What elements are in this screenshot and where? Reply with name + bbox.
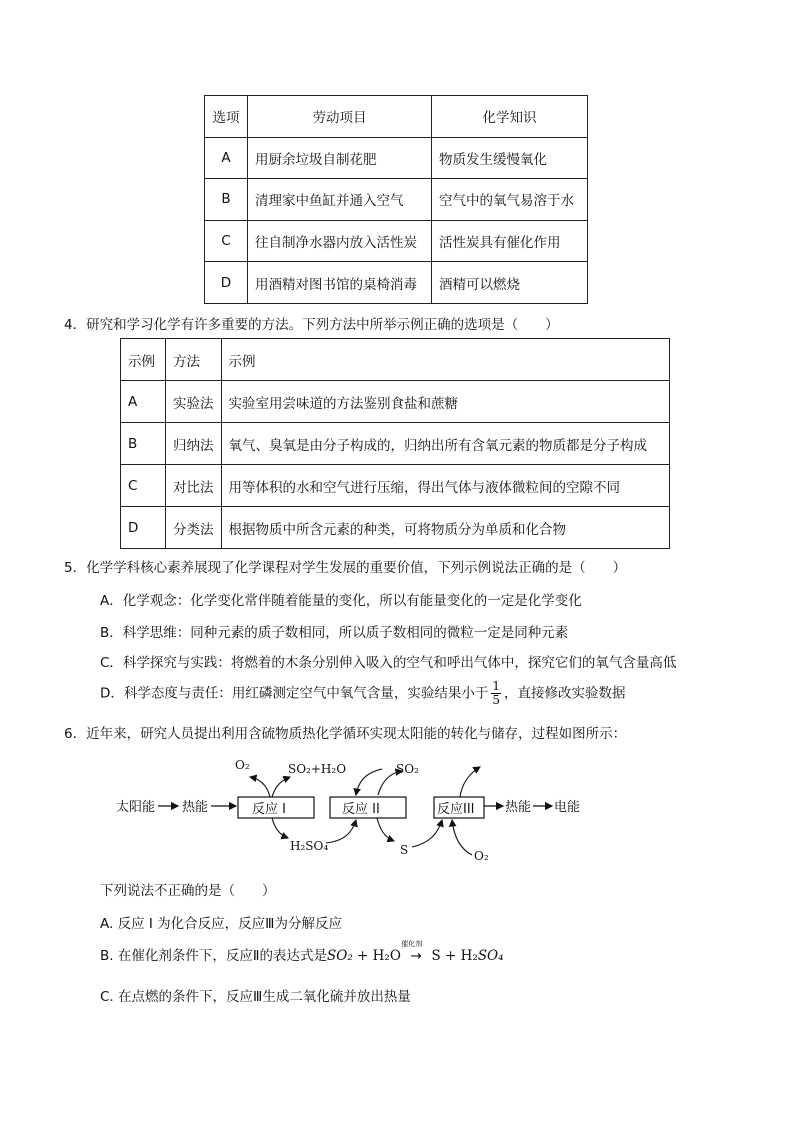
table-row [205, 137, 588, 179]
labor-chemistry-table [204, 95, 588, 304]
sulfur-label: S [400, 843, 409, 857]
table-cell: 对比法 [166, 465, 222, 507]
option-b-text: B. 在催化剂条件下，反应Ⅱ的表达式是 [100, 948, 327, 964]
o2-bottom-label: O₂ [474, 849, 489, 863]
catalyst-condition: 催化剂 [401, 940, 423, 948]
table-cell: 分类法 [166, 507, 222, 549]
table-row [205, 220, 588, 262]
question-4-stem: 4．研究和学习化学有许多重要的方法。下列方法中所举示例正确的选项是（ ） [64, 317, 559, 333]
table-cell: C [121, 465, 166, 507]
table-row [121, 381, 670, 423]
question-5-option-b: B．科学思维：同种元素的质子数相同，所以质子数相同的微粒一定是同种元素 [100, 625, 569, 641]
question-5-option-a: A．化学观念：化学变化常伴随着能量的变化，所以有能量变化的一定是化学变化 [100, 593, 582, 609]
table-header-row [205, 96, 588, 138]
table-cell: 空气中的氧气易溶于水 [432, 179, 588, 221]
table-cell: 氧气、臭氧是由分子构成的，归纳出所有含氧元素的物质都是分子构成 [221, 423, 669, 465]
table-header-cell: 劳动项目 [248, 96, 432, 138]
h2so4-label: H₂SO₄ [290, 839, 329, 853]
table-cell: 往自制净水器内放入活性炭 [248, 220, 432, 262]
o2-input-arrow [452, 820, 472, 855]
equation-so4: SO₄ [477, 948, 504, 964]
table-header-row [121, 339, 670, 381]
table-cell: B [121, 423, 166, 465]
solar-energy-label: 太阳能 [116, 800, 156, 815]
fraction-numerator: 1 [492, 679, 501, 693]
table-cell: D [121, 507, 166, 549]
so2-h2o-label: SO₂+H₂O [288, 762, 347, 776]
option-d-text-end: ，直接修改实验数据 [504, 685, 626, 702]
table-cell: 实验法 [166, 381, 222, 423]
heat-energy-label-2: 热能 [505, 800, 532, 815]
h2so4-arrow [272, 818, 288, 838]
so2-h2o-arrow [272, 777, 290, 797]
equation-products: S + H₂ [427, 948, 478, 964]
table-row [121, 507, 670, 549]
reaction-1-label: 反应 I [252, 802, 286, 817]
table-cell: 实验室用尝味道的方法鉴别食盐和蔗糖 [221, 381, 669, 423]
table-cell: 物质发生缓慢氧化 [432, 137, 588, 179]
table-cell: 酒精可以燃烧 [432, 262, 588, 304]
equation-so2: SO₂ [327, 948, 353, 964]
so2-from-r3-arrow [460, 767, 480, 797]
question-6-option-b [100, 940, 504, 964]
question-5-stem: 5．化学学科核心素养展现了化学课程对学生发展的重要价值，下列示例说法正确的是（ ） [64, 560, 627, 576]
table-row [205, 262, 588, 304]
table-cell: 用酒精对图书馆的桌椅消毒 [248, 262, 432, 304]
question-5-option-d [100, 680, 626, 707]
table-cell: 根据物质中所含元素的种类，可将物质分为单质和化合物 [221, 507, 669, 549]
reaction-2-label: 反应 II [342, 802, 380, 817]
question-6-option-c: C. 在点燃的条件下，反应Ⅲ生成二氧化硫并放出热量 [100, 989, 411, 1005]
table-header-cell: 示例 [121, 339, 166, 381]
so2-h2o-input-arrow [356, 769, 382, 795]
question-6-sub: 下列说法不正确的是（ ） [100, 883, 276, 899]
table-cell: 用等体积的水和空气进行压缩，得出气体与液体微粒间的空隙不同 [221, 465, 669, 507]
question-5-option-c: C．科学探究与实践：将燃着的木条分别伸入吸入的空气和呼出气体中，探究它们的氧气含量高低 [100, 655, 677, 671]
option-d-text: D．科学态度与责任：用红磷测定空气中氧气含量，实验结果小于 [100, 685, 489, 702]
table-header-cell: 示例 [221, 339, 669, 381]
table-cell: A [205, 137, 248, 179]
table-cell: 清理家中鱼缸并通入空气 [248, 179, 432, 221]
o2-top-label: O₂ [235, 758, 250, 772]
methods-table [120, 338, 670, 549]
h2so4-input-arrow [326, 820, 356, 843]
question-6-option-a: A. 反应 I 为化合反应，反应Ⅲ为分解反应 [100, 916, 342, 932]
s-input-arrow [412, 820, 442, 847]
table-cell: 归纳法 [166, 423, 222, 465]
table-row [121, 423, 670, 465]
equation-h2o: + H₂O [352, 948, 406, 964]
heat-energy-label: 热能 [182, 800, 209, 815]
sulfur-cycle-diagram [112, 757, 602, 869]
fraction-denominator: 5 [492, 693, 501, 707]
electric-energy-label: 电能 [554, 800, 581, 815]
equation-arrow: 催化剂 → [401, 940, 423, 964]
table-row [121, 465, 670, 507]
o2-release-arrow [250, 777, 270, 797]
table-cell: 用厨余垃圾自制花肥 [248, 137, 432, 179]
table-cell: A [121, 381, 166, 423]
fraction [491, 680, 501, 707]
table-header-cell: 方法 [166, 339, 222, 381]
table-cell: 活性炭具有催化作用 [432, 220, 588, 262]
table-header-cell: 化学知识 [432, 96, 588, 138]
table-cell: D [205, 262, 248, 304]
table-cell: B [205, 179, 248, 221]
so2-top-label: SO₂ [396, 762, 419, 776]
s-arrow [377, 818, 394, 841]
table-header-cell: 选项 [205, 96, 248, 138]
table-cell: C [205, 220, 248, 262]
table-row [205, 179, 588, 221]
question-6-stem: 6．近年来，研究人员提出利用含硫物质热化学循环实现太阳能的转化与储存，过程如图所示： [64, 726, 627, 742]
reaction-3-label: 反应III [437, 802, 475, 817]
